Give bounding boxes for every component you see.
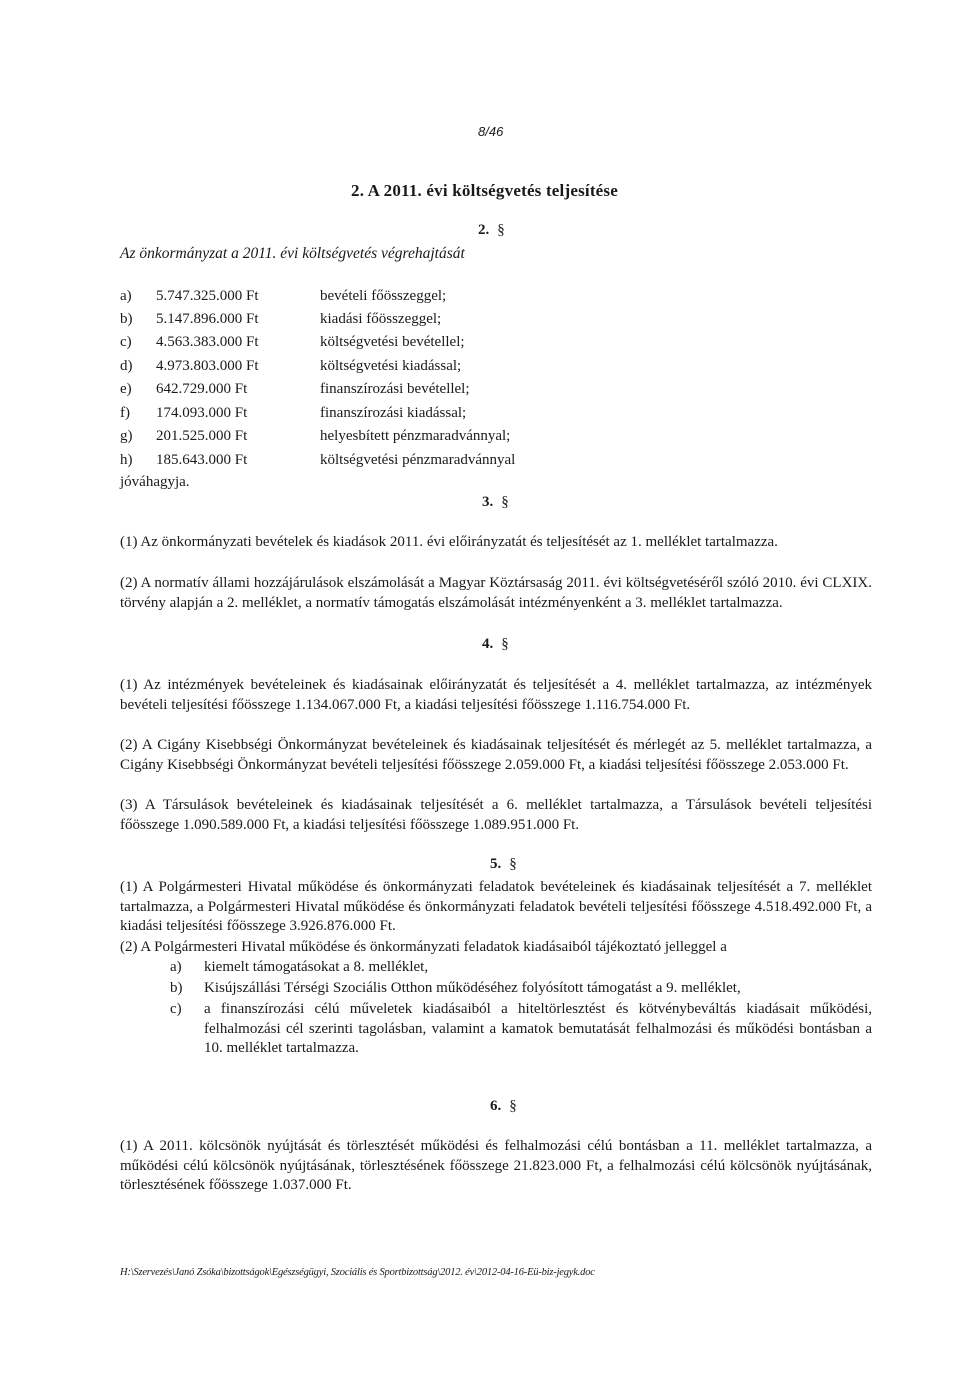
item-letter: e) [120, 381, 132, 397]
chapter-title: 2. A 2011. évi költségvetés teljesítése [351, 181, 618, 200]
section-sign: § [509, 856, 517, 872]
paragraph-3-1: (1) Az önkormányzati bevételek és kiadások 2011. évi előirányzatát és teljesítését az 1. melléklet tartalmazza. [120, 534, 778, 550]
paragraph-3-2: (2) A normatív állami hozzájárulások elszámolását a Magyar Köztársaság 2011. évi költségvetéséről szóló 2010. évi CLXIX. törvény alapján a 2. melléklet, a normatív támogatás elszámolását intézményenként a 3. melléklet tartalmazza. [120, 575, 872, 611]
section-5-heading [490, 856, 517, 873]
section-4-heading [482, 636, 509, 653]
sublist-item [170, 979, 872, 999]
item-letter: g) [120, 428, 133, 444]
sublist-letter: b) [170, 980, 183, 996]
paragraph-4-3: (3) A Társulások bevételeinek és kiadásainak teljesítését a 6. melléklet tartalmazza, a Társulások bevételi teljesítési főösszege 1.090.589.000 Ft, a kiadási teljesítési főösszege 1.089.951.000 Ft. [120, 797, 872, 833]
section-6-heading [490, 1098, 517, 1115]
item-description: költségvetési bevétellel; [320, 334, 465, 350]
paragraph-6-1: (1) A 2011. kölcsönök nyújtását és törlesztését működési és felhalmozási célú bontásban a 11. melléklet tartalmazza, a működési célú kölcsönök nyújtásának, törlesztésének főösszege 21.823.000 Ft, a felhalmozási célú kölcsönök nyújtásának, törlesztésének főösszege 1.037.000 Ft. [120, 1138, 872, 1193]
sublist-letter: a) [170, 959, 182, 975]
item-amount: 4.563.383.000 Ft [156, 334, 259, 350]
section-sign: § [497, 222, 505, 238]
paragraph-4-2: (2) A Cigány Kisebbségi Önkormányzat bevételeinek és kiadásainak teljesítését és mérlegét az 5. melléklet tartalmazza, a Cigány Kisebbségi Önkormányzat bevételi teljesítési főösszege 2.059.000 Ft, a kiadási teljesítési főösszege 2.053.000 Ft. [120, 737, 872, 773]
section-sign: § [501, 636, 509, 652]
item-amount: 174.093.000 Ft [156, 405, 248, 421]
sublist-text: a finanszírozási célú műveletek kiadásaiból a hiteltörlesztést és kötvénybeváltás kiadásait működési, felhalmozási cél szerinti tagolásban, valamint a kamatok bemutatását felhalmozási és működési bontásban a 10. melléklet tartalmazza. [204, 1001, 872, 1056]
item-letter: a) [120, 288, 132, 304]
item-amount: 4.973.803.000 Ft [156, 358, 259, 374]
section-3-heading [482, 494, 509, 511]
item-description: költségvetési pénzmaradvánnyal [320, 452, 516, 468]
item-description: költségvetési kiadással; [320, 358, 462, 374]
section-number: 6. [490, 1098, 502, 1114]
paragraph-5-2: (2) A Polgármesteri Hivatal működése és önkormányzati feladatok kiadásaiból tájékoztató jelleggel a [120, 939, 727, 955]
item-amount: 642.729.000 Ft [156, 381, 248, 397]
section-number: 5. [490, 856, 502, 872]
item-letter: c) [120, 334, 132, 350]
section-number: 4. [482, 636, 494, 652]
sublist-text: kiemelt támogatásokat a 8. melléklet, [204, 959, 429, 975]
item-letter: b) [120, 311, 133, 327]
item-description: helyesbített pénzmaradvánnyal; [320, 428, 511, 444]
item-description: finanszírozási kiadással; [320, 405, 467, 421]
sublist-text: Kisújszállási Térségi Szociális Otthon működéséhez folyósított támogatást a 9. melléklet, [204, 980, 741, 996]
section-2-heading [478, 222, 505, 239]
item-description: bevételi főösszeggel; [320, 288, 447, 304]
paragraph-5-1: (1) A Polgármesteri Hivatal működése és önkormányzati feladatok bevételeinek és kiadásainak teljesítését a 7. melléklet tartalmazza, a Polgármesteri Hivatal működése és önkormányzati feladatok bevételi teljesítési főösszege 4.518.492.000 Ft, a kiadási teljesítési főösszege 3.926.876.000 Ft. [120, 879, 872, 934]
section-number: 2. [478, 222, 490, 238]
approve-text: jóváhagyja. [120, 474, 190, 490]
paragraph-4-1: (1) Az intézmények bevételeinek és kiadásainak előirányzatát és teljesítését a 4. melléklet tartalmazza, az intézmények bevételi teljesítési főösszege 1.134.067.000 Ft, a kiadási teljesítési főösszege 1.116.754.000 Ft. [120, 677, 872, 713]
item-letter: d) [120, 358, 133, 374]
page-number: 8/46 [478, 124, 504, 139]
item-amount: 185.643.000 Ft [156, 452, 248, 468]
item-letter: h) [120, 452, 133, 468]
sublist-item [170, 1000, 872, 1059]
item-description: finanszírozási bevétellel; [320, 381, 470, 397]
sublist-item [170, 958, 872, 978]
intro-text: Az önkormányzat a 2011. évi költségvetés végrehajtását [120, 245, 465, 262]
section-number: 3. [482, 494, 494, 510]
item-letter: f) [120, 405, 130, 421]
footer-file-path: H:\Szervezés\Janó Zsóka\bizottságok\Egészségügyi, Szociális és Sportbizottság\2012. év\2012-04-16-Eü-biz-jegyk.doc [120, 1267, 595, 1278]
sublist-letter: c) [170, 1001, 182, 1017]
section-sign: § [509, 1098, 517, 1114]
item-amount: 5.747.325.000 Ft [156, 288, 259, 304]
item-amount: 201.525.000 Ft [156, 428, 248, 444]
section-sign: § [501, 494, 509, 510]
item-description: kiadási főösszeggel; [320, 311, 442, 327]
item-amount: 5.147.896.000 Ft [156, 311, 259, 327]
